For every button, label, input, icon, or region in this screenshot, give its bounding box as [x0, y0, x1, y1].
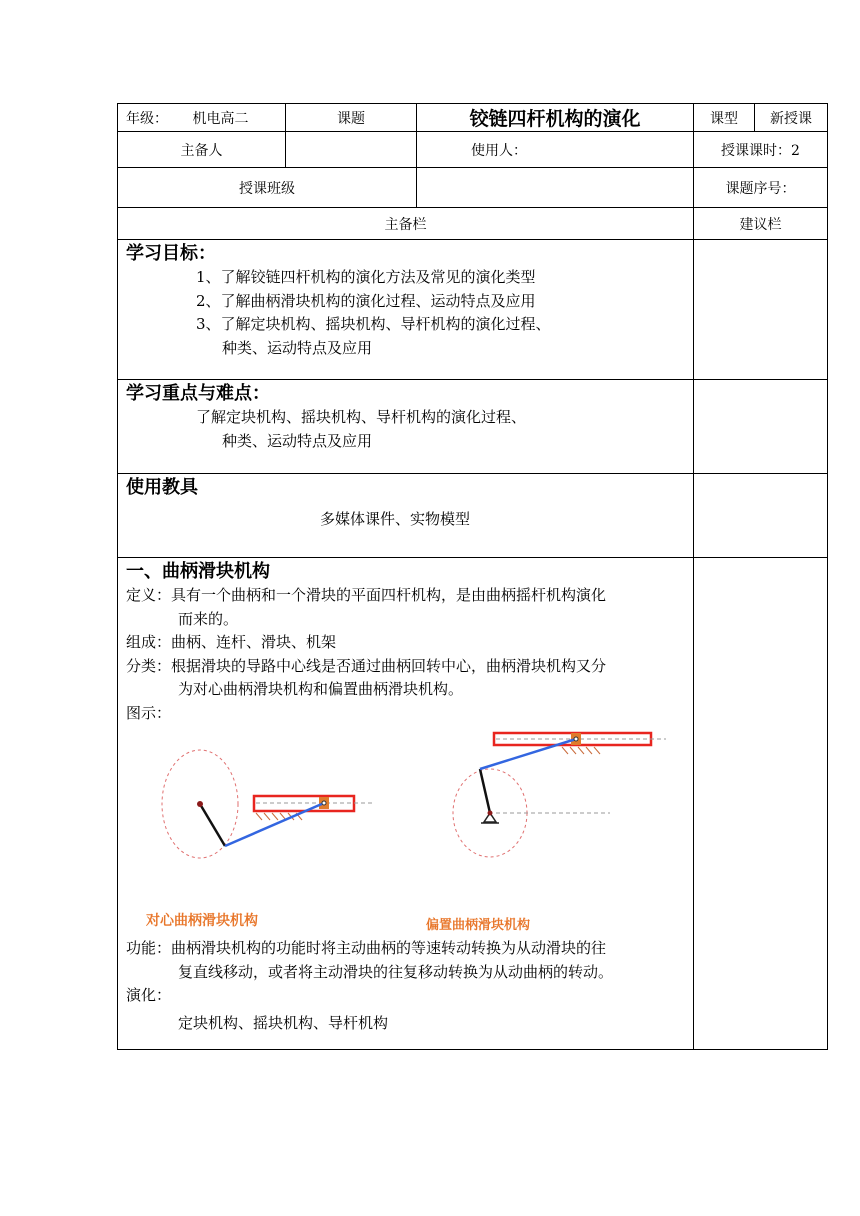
- slider-pin: [322, 801, 326, 805]
- tools-heading: 使用教具: [126, 477, 198, 498]
- type-value: 新授课: [755, 104, 828, 132]
- suggest-column-label: 建议栏: [694, 208, 828, 240]
- slider-pin: [574, 737, 578, 741]
- keypoints-heading: 学习重点与难点：: [126, 383, 270, 404]
- section1-cell: [118, 558, 694, 1050]
- preparer-label: 主备人: [118, 132, 286, 168]
- classification-line: 分类：根据滑块的导路中心线是否通过曲柄回转中心，曲柄滑块机构又分: [126, 656, 607, 675]
- section1-row: [118, 558, 828, 1050]
- tools-content: 多媒体课件、实物模型: [320, 510, 471, 528]
- topic-title: 铰链四杆机构的演化: [417, 104, 694, 132]
- ground-hatching: [562, 747, 600, 754]
- evolution-items: 定块机构、摇块机构、导杆机构: [178, 1013, 389, 1032]
- connecting-rod: [225, 803, 324, 846]
- crank-pivot: [488, 811, 493, 816]
- serial-label: 课题序号：: [694, 168, 828, 208]
- header-row-2: [118, 132, 828, 168]
- objective-line: 种类、运动特点及应用: [222, 338, 373, 357]
- objectives-cell: [118, 240, 694, 380]
- class-value: [417, 168, 694, 208]
- classification-line: 为对心曲柄滑块机构和偏置曲柄滑块机构。: [178, 680, 464, 698]
- user-label: 使用人：: [417, 132, 694, 168]
- objectives-suggest-cell: [694, 240, 828, 380]
- header-row-1: [118, 104, 828, 132]
- mechanism-diagram: [126, 725, 686, 937]
- function-line: 复直线移动，或者将主动滑块的往复移动转换为从动曲柄的转动。: [178, 962, 614, 981]
- header-row-3: [118, 168, 828, 208]
- main-column-label: 主备栏: [118, 208, 694, 240]
- section1-heading: 一、曲柄滑块机构: [126, 561, 270, 582]
- crank-link: [480, 769, 490, 813]
- evolution-label: 演化：: [126, 986, 172, 1004]
- definition-line: 而来的。: [178, 609, 239, 628]
- composition-line: 组成：曲柄、连杆、滑块、机架: [126, 633, 337, 651]
- keypoint-line: 了解定块机构、摇块机构、导杆机构的演化过程、: [196, 408, 527, 426]
- keypoint-line: 种类、运动特点及应用: [222, 431, 373, 450]
- objectives-row: [118, 240, 828, 380]
- preparer-value: [286, 132, 417, 168]
- column-header-row: [118, 208, 828, 240]
- mechanism-figures: [126, 725, 686, 937]
- grade-cell: [118, 104, 286, 132]
- crank-link: [200, 804, 225, 846]
- objectives-heading: 学习目标：: [126, 243, 216, 264]
- lesson-plan-table: [117, 103, 828, 1050]
- grade-label: 年级：: [126, 110, 168, 127]
- crank-pivot: [197, 801, 203, 807]
- objective-line: 3、了解定块机构、摇块机构、导杆机构的演化过程、: [196, 315, 551, 333]
- keypoints-cell: [118, 380, 694, 474]
- keypoints-suggest-cell: [694, 380, 828, 474]
- section1-suggest-cell: [694, 558, 828, 1050]
- fig-right-caption: 偏置曲柄滑块机构: [426, 918, 531, 933]
- hours-label: 授课课时：2: [694, 132, 828, 168]
- keypoints-row: [118, 380, 828, 474]
- type-label: 课型: [694, 104, 755, 132]
- definition-line: 定义：具有一个曲柄和一个滑块的平面四杆机构，是由曲柄摇杆机构演化: [126, 586, 607, 604]
- offset-crank-slider-figure: [453, 733, 666, 857]
- fig-left-caption: 对心曲柄滑块机构: [146, 913, 258, 929]
- centric-crank-slider-figure: [162, 750, 374, 858]
- tools-row: [118, 474, 828, 558]
- class-label: 授课班级: [118, 168, 417, 208]
- grade-value: 机电高二: [192, 110, 249, 127]
- topic-label: 课题: [286, 104, 417, 132]
- tools-suggest-cell: [694, 474, 828, 558]
- tools-cell: [118, 474, 694, 558]
- function-line: 功能：曲柄滑块机构的功能时将主动曲柄的等速转动转换为从动滑块的往: [126, 939, 607, 957]
- figure-label: 图示：: [126, 703, 172, 722]
- objective-line: 1、了解铰链四杆机构的演化方法及常见的演化类型: [196, 268, 536, 286]
- objective-line: 2、了解曲柄滑块机构的演化过程、运动特点及应用: [196, 291, 536, 310]
- slider-guide-rail: [254, 796, 354, 811]
